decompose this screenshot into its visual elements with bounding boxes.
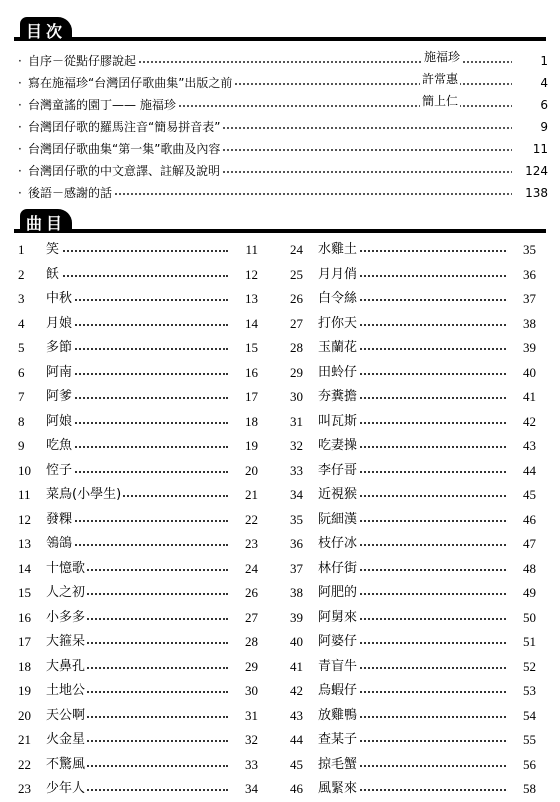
song-page: 52 (510, 655, 536, 679)
bullet: · (18, 142, 22, 156)
toc-entry[interactable] (16, 72, 548, 94)
song-title: 飫 (46, 263, 61, 287)
song-page: 46 (510, 508, 536, 532)
song-entry[interactable] (18, 361, 258, 386)
bullet: · (18, 54, 22, 68)
song-title: 阿婆仔 (318, 630, 359, 654)
header-rule (14, 37, 546, 41)
song-entry[interactable] (290, 263, 536, 288)
song-list-right-column (290, 238, 536, 802)
song-entry[interactable] (290, 385, 536, 410)
song-page: 11 (232, 238, 258, 262)
song-title: 玉蘭花 (318, 336, 359, 360)
toc-entry-page: 1 (512, 50, 548, 72)
song-title: 菜鳥(小學生) (46, 483, 123, 507)
song-title: 近視猴 (318, 483, 359, 507)
song-page: 13 (232, 287, 258, 311)
song-entry[interactable] (290, 410, 536, 435)
song-entry[interactable] (290, 287, 536, 312)
song-entry[interactable] (290, 630, 536, 655)
song-page: 41 (510, 385, 536, 409)
song-page: 12 (232, 263, 258, 287)
song-page: 48 (510, 557, 536, 581)
song-number: 10 (18, 462, 31, 478)
song-number: 46 (290, 781, 303, 796)
song-title: 十憶歌 (46, 557, 87, 581)
song-title: 打你天 (318, 312, 359, 336)
song-number: 44 (290, 732, 303, 747)
song-entry[interactable] (290, 361, 536, 386)
song-entry[interactable] (18, 704, 258, 729)
toc-heading: 目次 (25, 22, 66, 41)
song-title: 白令絲 (318, 287, 359, 311)
dot-leader (48, 348, 228, 350)
song-number: 33 (290, 462, 303, 478)
song-number: 7 (18, 389, 25, 404)
song-title: 掠毛蟹 (318, 753, 359, 777)
song-page: 44 (510, 459, 536, 483)
song-entry[interactable] (290, 753, 536, 778)
song-title: 土地公 (46, 679, 87, 703)
toc-entry[interactable] (16, 138, 548, 160)
song-title: 夯糞擔 (318, 385, 359, 409)
song-number: 24 (290, 242, 303, 257)
song-number: 26 (290, 291, 303, 306)
dot-leader (48, 275, 228, 277)
song-number: 28 (290, 340, 303, 355)
song-number: 30 (290, 389, 303, 404)
song-number: 3 (18, 291, 25, 306)
song-entry[interactable] (290, 679, 536, 704)
song-entry[interactable] (18, 655, 258, 680)
song-entry[interactable] (18, 238, 258, 263)
song-number: 11 (18, 487, 31, 502)
song-entry[interactable] (18, 385, 258, 410)
toc-entry-title: 台灣囝仔歌的羅馬注音“簡易拼音表” (28, 116, 222, 138)
toc-list (16, 50, 548, 204)
song-page: 43 (510, 434, 536, 458)
toc-entry-title: 台灣童謠的園丁—— 施福珍 (28, 94, 178, 116)
song-page: 39 (510, 336, 536, 360)
song-title: 小多多 (46, 606, 87, 630)
toc-entry-title: 台灣囝仔歌曲集“第一集”歌曲及內容 (28, 138, 222, 160)
song-page: 22 (232, 508, 258, 532)
song-entry[interactable] (18, 336, 258, 361)
song-title: 林仔街 (318, 557, 359, 581)
song-page: 26 (232, 581, 258, 605)
song-title: 水雞土 (318, 238, 359, 262)
song-number: 38 (290, 585, 303, 600)
song-entry[interactable] (290, 238, 536, 263)
dot-leader (48, 471, 228, 473)
header-rule (14, 229, 546, 233)
toc-entry-title: 台灣囝仔歌的中文意譯、註解及說明 (28, 160, 222, 182)
song-title: 月月俏 (318, 263, 359, 287)
song-number: 12 (18, 511, 31, 527)
song-number: 41 (290, 658, 303, 674)
toc-entry-page: 138 (512, 182, 548, 204)
song-number: 40 (290, 634, 303, 649)
song-entry[interactable] (290, 606, 536, 631)
song-title: 阮細漢 (318, 508, 359, 532)
song-number: 2 (18, 266, 25, 282)
song-page: 34 (232, 777, 258, 801)
toc-entry-page: 124 (512, 160, 548, 182)
song-number: 32 (290, 438, 303, 453)
song-entry[interactable] (18, 753, 258, 778)
song-title: 阿爹 (46, 385, 74, 409)
song-page: 50 (510, 606, 536, 630)
song-number: 25 (290, 266, 303, 282)
song-number: 5 (18, 340, 25, 355)
song-entry[interactable] (18, 728, 258, 753)
toc-entry[interactable] (16, 182, 548, 204)
song-entry[interactable] (18, 532, 258, 557)
song-number: 15 (18, 585, 31, 600)
song-page: 21 (232, 483, 258, 507)
song-title: 人之初 (46, 581, 87, 605)
toc-entry[interactable] (16, 50, 548, 72)
song-title: 天公啊 (46, 704, 87, 728)
song-title: 發粿 (46, 508, 74, 532)
song-title: 吃妻操 (318, 434, 359, 458)
song-number: 19 (18, 683, 31, 698)
song-title: 李仔哥 (318, 459, 359, 483)
dot-leader (48, 422, 228, 424)
dot-leader (48, 373, 228, 375)
song-number: 4 (18, 315, 25, 331)
song-page: 58 (510, 777, 536, 801)
toc-entry-page: 11 (512, 138, 548, 160)
song-title: 大鼻孔 (46, 655, 87, 679)
toc-entry[interactable] (16, 160, 548, 182)
song-entry[interactable] (290, 581, 536, 606)
song-entry[interactable] (290, 312, 536, 337)
toc-entry-title: 自序－從點仔膠說起 (28, 50, 138, 72)
song-entry[interactable] (18, 263, 258, 288)
header-tab (20, 17, 72, 41)
song-number: 21 (18, 732, 31, 747)
song-number: 20 (18, 707, 31, 723)
song-entry[interactable] (290, 508, 536, 533)
dot-leader (48, 397, 228, 399)
song-number: 16 (18, 609, 31, 625)
song-page: 16 (232, 361, 258, 385)
song-page: 45 (510, 483, 536, 507)
dot-leader (48, 446, 228, 448)
song-number: 6 (18, 364, 25, 380)
song-title: 田蛉仔 (318, 361, 359, 385)
song-page: 24 (232, 557, 258, 581)
song-number: 27 (290, 315, 303, 331)
song-page: 33 (232, 753, 258, 777)
song-page: 30 (232, 679, 258, 703)
song-title: 青盲牛 (318, 655, 359, 679)
toc-entry-page: 9 (512, 116, 548, 138)
toc-entry-author: 施福珍 (422, 46, 462, 68)
toc-entry[interactable] (16, 94, 548, 116)
song-entry[interactable] (290, 704, 536, 729)
song-title: 火金星 (46, 728, 87, 752)
song-page: 23 (232, 532, 258, 556)
song-page: 37 (510, 287, 536, 311)
song-page: 19 (232, 434, 258, 458)
song-title: 阿娘 (46, 410, 74, 434)
dot-leader (48, 250, 228, 252)
song-number: 13 (18, 536, 31, 551)
song-entry[interactable] (18, 777, 258, 802)
song-number: 42 (290, 683, 303, 698)
song-title: 放雞鴨 (318, 704, 359, 728)
song-title: 叫瓦斯 (318, 410, 359, 434)
song-entry[interactable] (18, 679, 258, 704)
song-entry[interactable] (18, 581, 258, 606)
song-title: 悾子 (46, 459, 74, 483)
song-entry[interactable] (18, 410, 258, 435)
song-entry[interactable] (18, 630, 258, 655)
song-title: 阿肥的 (318, 581, 359, 605)
bullet: · (18, 120, 22, 134)
song-page: 27 (232, 606, 258, 630)
song-entry[interactable] (18, 312, 258, 337)
song-title: 不驚風 (46, 753, 87, 777)
song-title: 多節 (46, 336, 74, 360)
songs-section-header (14, 209, 546, 236)
song-number: 14 (18, 560, 31, 576)
song-title: 吃魚 (46, 434, 74, 458)
song-page: 31 (232, 704, 258, 728)
song-number: 31 (290, 413, 303, 429)
song-number: 45 (290, 756, 303, 772)
song-number: 39 (290, 609, 303, 625)
song-title: 大箍呆 (46, 630, 87, 654)
song-list-left-column (18, 238, 258, 802)
song-entry[interactable] (18, 606, 258, 631)
song-number: 1 (18, 242, 25, 257)
song-title: 風緊來 (318, 777, 359, 801)
song-number: 29 (290, 364, 303, 380)
song-page: 40 (510, 361, 536, 385)
song-entry[interactable] (290, 655, 536, 680)
song-title: 查某子 (318, 728, 359, 752)
song-number: 34 (290, 487, 303, 502)
song-number: 35 (290, 511, 303, 527)
song-page: 42 (510, 410, 536, 434)
song-page: 51 (510, 630, 536, 654)
song-page: 54 (510, 704, 536, 728)
toc-section-header (14, 17, 546, 44)
song-title: 烏蝦仔 (318, 679, 359, 703)
song-number: 17 (18, 634, 31, 649)
song-entry[interactable] (290, 434, 536, 459)
song-number: 8 (18, 413, 25, 429)
song-page: 35 (510, 238, 536, 262)
bullet: · (18, 76, 22, 90)
song-page: 56 (510, 753, 536, 777)
song-entry[interactable] (290, 483, 536, 508)
bullet: · (18, 164, 22, 178)
song-entry[interactable] (18, 287, 258, 312)
dot-leader (48, 520, 228, 522)
toc-entry-author: 許常惠 (420, 68, 460, 90)
song-entry[interactable] (290, 459, 536, 484)
song-number: 36 (290, 536, 303, 551)
song-title: 中秋 (46, 287, 74, 311)
song-page: 15 (232, 336, 258, 360)
song-number: 18 (18, 658, 31, 674)
toc-entry-page: 6 (512, 94, 548, 116)
song-entry[interactable] (290, 532, 536, 557)
song-page: 28 (232, 630, 258, 654)
song-entry[interactable] (290, 336, 536, 361)
song-number: 43 (290, 707, 303, 723)
song-page: 18 (232, 410, 258, 434)
song-entry[interactable] (290, 777, 536, 802)
songs-heading: 曲目 (25, 214, 66, 233)
song-page: 14 (232, 312, 258, 336)
song-title: 少年人 (46, 777, 87, 801)
song-page: 38 (510, 312, 536, 336)
dot-leader (48, 544, 228, 546)
bullet: · (18, 186, 22, 200)
song-number: 22 (18, 756, 31, 772)
song-page: 36 (510, 263, 536, 287)
toc-entry-title: 後語－感謝的話 (28, 182, 114, 204)
song-page: 20 (232, 459, 258, 483)
song-entry[interactable] (290, 728, 536, 753)
song-entry[interactable] (18, 557, 258, 582)
song-entry[interactable] (290, 557, 536, 582)
song-number: 37 (290, 560, 303, 576)
song-page: 49 (510, 581, 536, 605)
song-entry[interactable] (18, 459, 258, 484)
toc-entry[interactable] (16, 116, 548, 138)
song-entry[interactable] (18, 508, 258, 533)
song-entry[interactable] (18, 483, 258, 508)
song-page: 47 (510, 532, 536, 556)
dot-leader (48, 324, 228, 326)
header-tab (20, 209, 72, 233)
song-page: 17 (232, 385, 258, 409)
dot-leader (48, 299, 228, 301)
song-title: 鴒鴿 (46, 532, 74, 556)
song-title: 阿南 (46, 361, 74, 385)
bullet: · (18, 98, 22, 112)
song-number: 9 (18, 438, 25, 453)
song-number: 23 (18, 781, 31, 796)
song-entry[interactable] (18, 434, 258, 459)
song-page: 55 (510, 728, 536, 752)
song-title: 阿舅來 (318, 606, 359, 630)
toc-entry-title: 寫在施福珍“台灣囝仔歌曲集”出版之前 (28, 72, 234, 94)
song-page: 29 (232, 655, 258, 679)
song-title: 枝仔冰 (318, 532, 359, 556)
toc-entry-author: 簡上仁 (420, 90, 460, 112)
song-title: 笑 (46, 238, 61, 262)
song-page: 53 (510, 679, 536, 703)
song-page: 32 (232, 728, 258, 752)
song-title: 月娘 (46, 312, 74, 336)
toc-entry-page: 4 (512, 72, 548, 94)
